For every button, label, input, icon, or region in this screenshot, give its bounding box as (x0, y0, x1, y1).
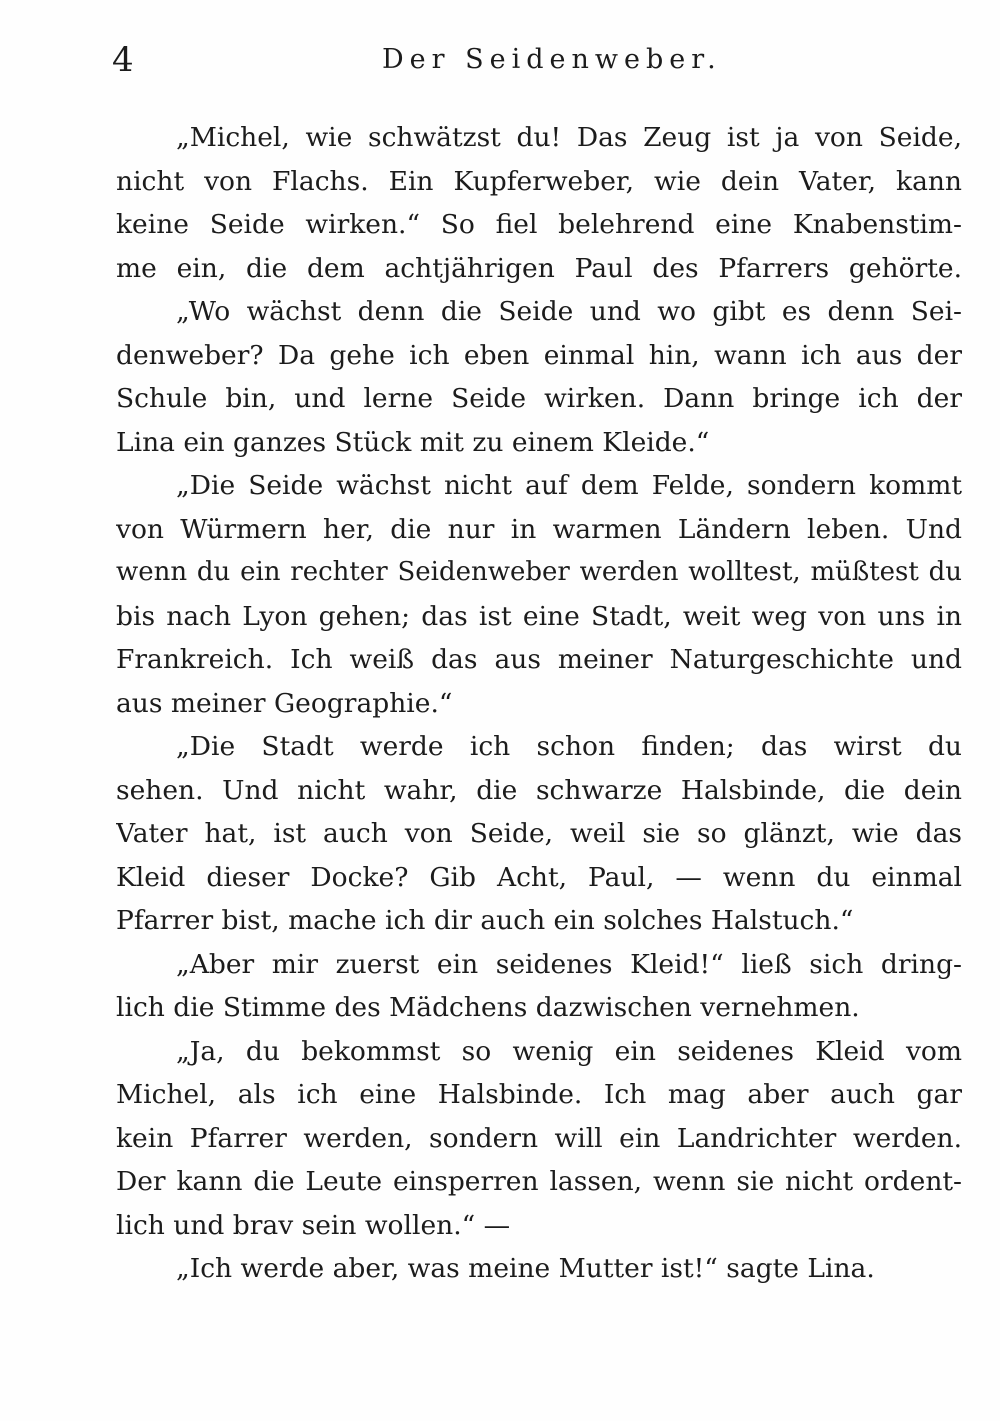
text-line: von Würmern her, die nur in warmen Ländern leben. Und (116, 513, 962, 545)
text-line: Lina ein ganzes Stück mit zu einem Kleide.“ (116, 426, 710, 458)
text-line: „Die Stadt werde ich schon finden; das wirst du (176, 731, 962, 762)
text-line: „Wo wächst denn die Seide und wo gibt es denn Sei- (176, 296, 962, 327)
text-line: „Michel, wie schwätzst du! Das Zeug ist ja von Seide, (176, 122, 962, 153)
text-line: Michel, als ich eine Halsbinde. Ich mag aber auch gar (116, 1079, 962, 1110)
text-line: sehen. Und nicht wahr, die schwarze Halsbinde, die dein (116, 774, 962, 806)
page-header (112, 38, 962, 82)
text-line: Kleid dieser Docke? Gib Acht, Paul, — wenn du einmal (116, 861, 962, 893)
running-title: Der Seidenweber. (382, 44, 722, 75)
text-line: Vater hat, ist auch von Seide, weil sie so glänzt, wie das (116, 818, 962, 849)
text-line: wenn du ein rechter Seidenweber werden wolltest, müßtest du (116, 557, 962, 587)
text-line: Schule bin, und lerne Seide wirken. Dann bringe ich der (116, 383, 962, 414)
text-line: kein Pfarrer werden, sondern will ein Landrichter werden. (116, 1122, 962, 1154)
text-line: Frankreich. Ich weiß das aus meiner Naturgeschichte und (116, 644, 962, 675)
page-number: 4 (112, 40, 134, 80)
text-line: „Die Seide wächst nicht auf dem Felde, sondern kommt (176, 470, 962, 501)
text-line: „Ja, du bekommst so wenig ein seidenes Kleid vom (176, 1035, 962, 1067)
text-line: Der kann die Leute einsperren lassen, wenn sie nicht ordent- (116, 1166, 962, 1197)
text-line: lich die Stimme des Mädchens dazwischen vernehmen. (116, 992, 860, 1023)
text-line: „Ich werde aber, was meine Mutter ist!“ sagte Lina. (176, 1253, 875, 1284)
text-line: Pfarrer bist, mache ich dir auch ein solches Halstuch.“ (116, 905, 854, 936)
text-line: nicht von Flachs. Ein Kupferweber, wie dein Vater, kann (116, 165, 962, 197)
text-line: lich und brav sein wollen.“ — (116, 1209, 511, 1241)
text-line: me ein, die dem achtjährigen Paul des Pfarrers gehörte. (116, 252, 962, 284)
text-line: „Aber mir zuerst ein seidenes Kleid!“ ließ sich dring- (176, 948, 962, 980)
text-line: aus meiner Geographie.“ (116, 687, 453, 719)
text-line: keine Seide wirken.“ So fiel belehrend eine Knabenstim- (116, 209, 962, 240)
text-line: bis nach Lyon gehen; das ist eine Stadt, weit weg von uns in (116, 600, 962, 632)
text-line: denweber? Da gehe ich eben einmal hin, wann ich aus der (116, 339, 962, 371)
body-text (116, 116, 962, 1291)
